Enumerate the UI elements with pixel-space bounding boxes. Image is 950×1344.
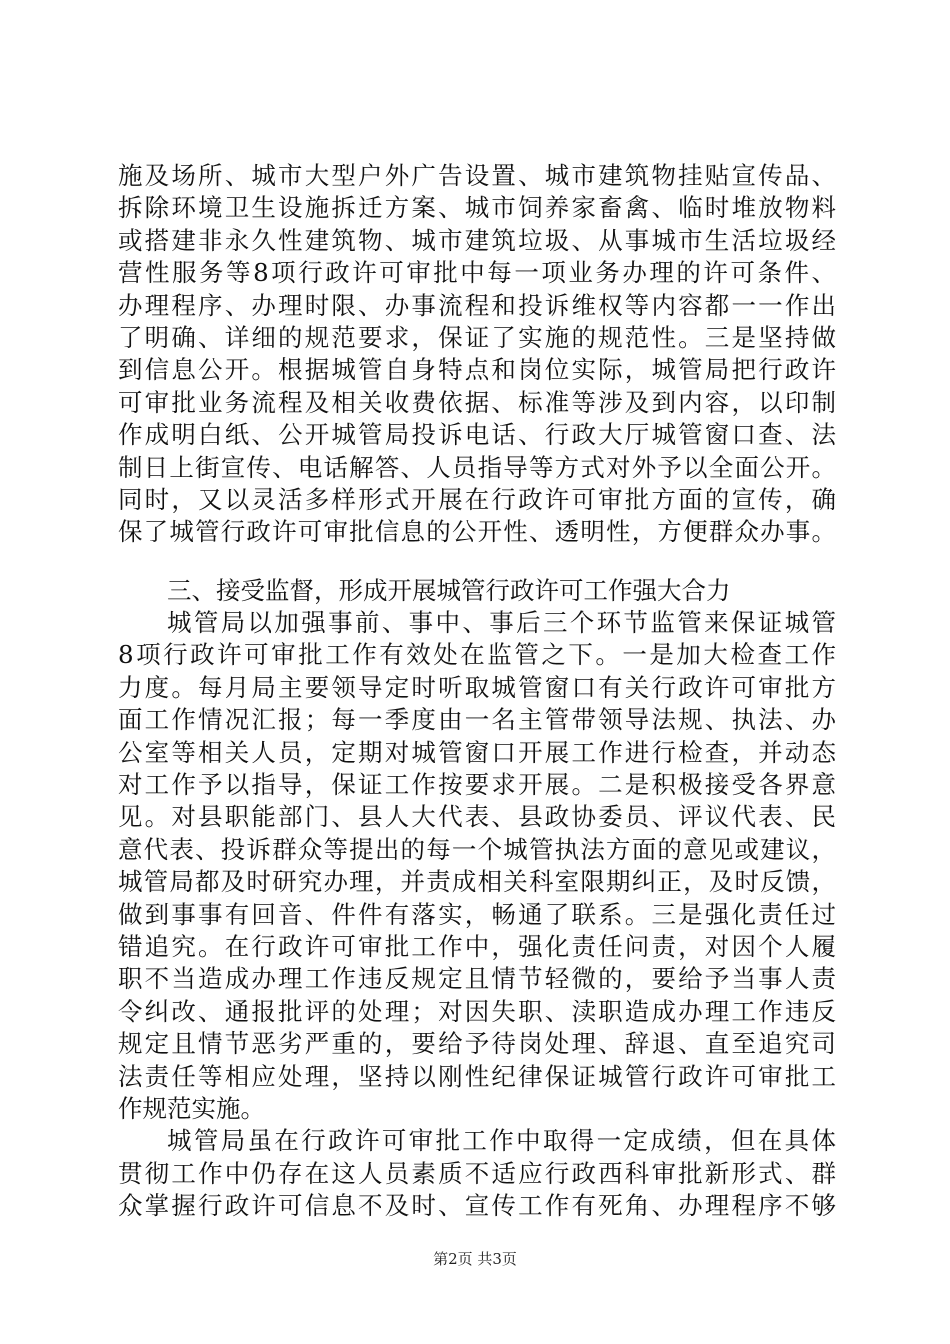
text-line: 同时，又以灵活多样形式开展在行政许可审批方面的宣传，确 bbox=[118, 484, 836, 514]
paragraph-2 bbox=[118, 607, 836, 1125]
paragraph-3 bbox=[118, 1125, 836, 1222]
text-line: 营性服务等8项行政许可审批中每一项业务办理的许可条件、 bbox=[118, 258, 836, 288]
text-line: 办理程序、办理时限、办事流程和投诉维权等内容都一一作出 bbox=[118, 290, 836, 320]
text-line: 可审批业务流程及相关收费依据、标准等涉及到内容，以印制 bbox=[118, 387, 836, 417]
text-line: 拆除环境卫生设施拆迁方案、城市饲养家畜禽、临时堆放物料 bbox=[118, 193, 836, 223]
text-line: 城管局以加强事前、事中、事后三个环节监管来保证城管 bbox=[167, 608, 836, 638]
text-line: 公室等相关人员，定期对城管窗口开展工作进行检查，并动态 bbox=[118, 737, 836, 767]
text-line: 职不当造成办理工作违反规定且情节轻微的，要给予当事人责 bbox=[118, 964, 836, 994]
text-line: 意代表、投诉群众等提出的每一个城管执法方面的意见或建议， bbox=[118, 834, 836, 864]
text-line: 做到事事有回音、件件有落实，畅通了联系。三是强化责任过 bbox=[118, 899, 836, 929]
text-line: 保了城管行政许可审批信息的公开性、透明性，方便群众办事。 bbox=[118, 517, 836, 547]
text-line: 规定且情节恶劣严重的，要给予待岗处理、辞退、直至追究司 bbox=[118, 1029, 836, 1059]
text-line: 8项行政许可审批工作有效处在监管之下。一是加大检查工作 bbox=[118, 640, 836, 670]
text-line: 制日上街宣传、电话解答、人员指导等方式对外予以全面公开。 bbox=[118, 452, 836, 482]
paragraph-1 bbox=[118, 160, 836, 549]
text-line: 或搭建非永久性建筑物、城市建筑垃圾、从事城市生活垃圾经 bbox=[118, 225, 836, 255]
text-line: 城管局都及时研究办理，并责成相关科室限期纠正，及时反馈， bbox=[118, 867, 836, 897]
paragraph-gap bbox=[118, 549, 836, 575]
text-line: 见。对县职能部门、县人大代表、县政协委员、评议代表、民 bbox=[118, 802, 836, 832]
text-line: 错追究。在行政许可审批工作中，强化责任问责，对因个人履 bbox=[118, 931, 836, 961]
text-line: 作规范实施。 bbox=[118, 1093, 265, 1123]
section-heading: 三、接受监督，形成开展城管行政许可工作强大合力 bbox=[167, 575, 731, 605]
text-line: 作成明白纸、公开城管局投诉电话、行政大厅城管窗口查、法 bbox=[118, 420, 836, 450]
text-line: 到信息公开。根据城管自身特点和岗位实际，城管局把行政许 bbox=[118, 355, 836, 385]
text-line: 施及场所、城市大型户外广告设置、城市建筑物挂贴宣传品、 bbox=[118, 161, 836, 190]
text-line: 力度。每月局主要领导定时听取城管窗口有关行政许可审批方 bbox=[118, 672, 836, 702]
text-line: 众掌握行政许可信息不及时、宣传工作有死角、办理程序不够 bbox=[118, 1191, 836, 1221]
text-line: 了明确、详细的规范要求，保证了实施的规范性。三是坚持做 bbox=[118, 322, 836, 352]
text-line: 贯彻工作中仍存在这人员素质不适应行政西科审批新形式、群 bbox=[118, 1158, 836, 1188]
text-line: 对工作予以指导，保证工作按要求开展。二是积极接受各界意 bbox=[118, 770, 836, 800]
text-line: 法责任等相应处理，坚持以刚性纪律保证城管行政许可审批工 bbox=[118, 1061, 836, 1091]
document-body bbox=[118, 160, 836, 1223]
text-line: 令纠改、通报批评的处理；对因失职、渎职造成办理工作违反 bbox=[118, 996, 836, 1026]
text-line: 面工作情况汇报；每一季度由一名主管带领导法规、执法、办 bbox=[118, 705, 836, 735]
text-line: 城管局虽在行政许可审批工作中取得一定成绩，但在具体 bbox=[167, 1126, 836, 1156]
page-number-footer: 第2页 共3页 bbox=[433, 1250, 517, 1268]
